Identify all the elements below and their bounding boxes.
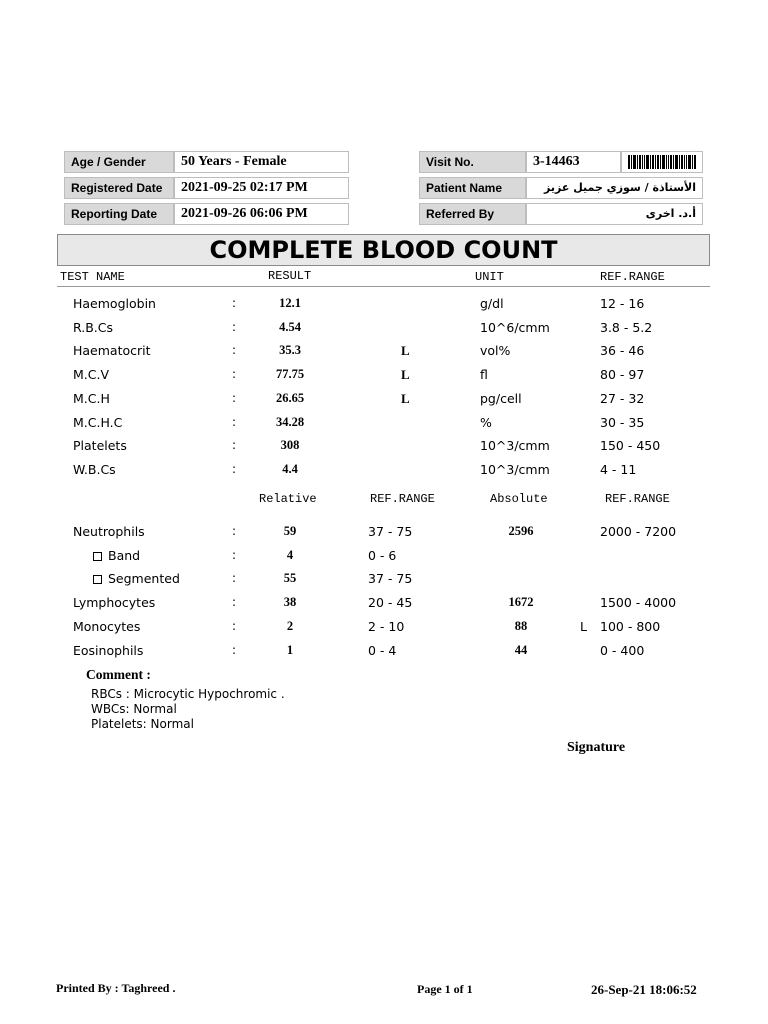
result-flag: L	[401, 367, 410, 382]
relative-value: 1	[286, 643, 294, 657]
comment-line: WBCs: Normal	[91, 702, 177, 716]
test-unit: %	[480, 415, 492, 430]
header-relative-ref-range: REF.RANGE	[370, 492, 435, 506]
separator: :	[232, 524, 237, 538]
absolute-ref-range: 0 - 400	[600, 643, 645, 658]
patient-name-label: Patient Name	[419, 177, 526, 199]
differential-name: Segmented	[108, 571, 180, 586]
relative-ref-range: 0 - 6	[368, 548, 397, 563]
referred-by-label: Referred By	[419, 203, 526, 225]
registered-date-label: Registered Date	[64, 177, 174, 199]
test-ref-range: 150 - 450	[600, 438, 661, 453]
visit-no-label: Visit No.	[419, 151, 526, 173]
test-unit: vol%	[480, 343, 511, 358]
separator: :	[232, 462, 237, 476]
barcode-icon	[622, 152, 702, 172]
header-absolute-ref-range: REF.RANGE	[605, 492, 670, 506]
separator: :	[232, 643, 237, 657]
visit-no-value: 3-14463	[526, 151, 621, 173]
relative-value: 4	[286, 548, 294, 562]
test-name: M.C.H.C	[73, 415, 123, 430]
registered-date-value: 2021-09-25 02:17 PM	[174, 177, 349, 199]
test-result: 77.75	[275, 367, 305, 381]
relative-ref-range: 0 - 4	[368, 643, 397, 658]
header-ref-range: REF.RANGE	[600, 270, 665, 284]
absolute-value: 44	[514, 643, 528, 657]
test-unit: fl	[480, 367, 488, 382]
header-absolute: Absolute	[490, 492, 548, 506]
comment-line: Platelets: Normal	[91, 717, 194, 731]
separator: :	[232, 619, 237, 633]
report-title: COMPLETE BLOOD COUNT	[57, 234, 710, 266]
test-ref-range: 80 - 97	[600, 367, 645, 382]
separator: :	[232, 571, 237, 585]
test-ref-range: 3.8 - 5.2	[600, 320, 653, 335]
test-result: 12.1	[279, 296, 301, 310]
page-number: Page 1 of 1	[417, 982, 473, 996]
absolute-ref-range: 100 - 800	[600, 619, 661, 634]
separator: :	[232, 438, 237, 452]
test-name: M.C.V	[73, 367, 110, 382]
test-unit: pg/cell	[480, 391, 522, 406]
absolute-ref-range: 1500 - 4000	[600, 595, 677, 610]
test-unit: 10^6/cmm	[480, 320, 550, 335]
test-name: W.B.Cs	[73, 462, 116, 477]
relative-value: 59	[283, 524, 297, 538]
differential-test	[73, 643, 143, 658]
comment-line: RBCs : Microcytic Hypochromic .	[91, 687, 285, 701]
header-result: RESULT	[268, 269, 312, 283]
absolute-ref-range: 2000 - 7200	[600, 524, 677, 539]
separator: :	[232, 367, 237, 381]
test-ref-range: 30 - 35	[600, 415, 645, 430]
separator: :	[232, 343, 237, 357]
result-flag: L	[401, 391, 410, 406]
test-ref-range: 4 - 11	[600, 462, 637, 477]
differential-test	[73, 619, 140, 634]
separator: :	[232, 296, 237, 310]
separator: :	[232, 595, 237, 609]
header-unit: UNIT	[475, 270, 504, 284]
test-result: 4.54	[279, 320, 301, 334]
header-test-name: TEST NAME	[60, 270, 125, 284]
differential-test	[73, 524, 145, 539]
separator: :	[232, 320, 237, 334]
absolute-value: 88	[514, 619, 528, 633]
relative-ref-range: 37 - 75	[368, 571, 413, 586]
test-ref-range: 12 - 16	[600, 296, 645, 311]
test-result: 4.4	[282, 462, 298, 476]
reporting-date-value: 2021-09-26 06:06 PM	[174, 203, 349, 225]
absolute-value: 2596	[508, 524, 534, 538]
differential-name: Lymphocytes	[73, 595, 156, 610]
checkbox-icon	[93, 552, 102, 561]
absolute-value: 1672	[508, 595, 534, 609]
separator: :	[232, 548, 237, 562]
relative-ref-range: 37 - 75	[368, 524, 413, 539]
test-unit: 10^3/cmm	[480, 462, 550, 477]
test-unit: 10^3/cmm	[480, 438, 550, 453]
relative-value: 55	[283, 571, 297, 585]
comment-label: Comment :	[86, 667, 151, 682]
result-flag: L	[401, 343, 410, 358]
differential-name: Neutrophils	[73, 524, 145, 539]
printed-by: Printed By : Taghreed .	[56, 981, 176, 995]
test-result: 308	[280, 438, 300, 452]
test-ref-range: 36 - 46	[600, 343, 645, 358]
header-relative: Relative	[259, 492, 317, 506]
relative-value: 2	[286, 619, 294, 633]
header-divider	[57, 286, 710, 287]
reporting-date-label: Reporting Date	[64, 203, 174, 225]
test-unit: g/dl	[480, 296, 504, 311]
comments-block	[91, 687, 285, 732]
differential-name: Band	[108, 548, 141, 563]
differential-name: Eosinophils	[73, 643, 144, 658]
barcode	[621, 151, 703, 173]
relative-ref-range: 20 - 45	[368, 595, 413, 610]
test-name: Haemoglobin	[73, 296, 156, 311]
relative-ref-range: 2 - 10	[368, 619, 405, 634]
checkbox-icon	[93, 575, 102, 584]
separator: :	[232, 415, 237, 429]
patient-name-value: الأستاذة / سوزي جميل عزيز	[526, 177, 703, 199]
differential-subtest	[93, 571, 180, 586]
test-result: 26.65	[275, 391, 305, 405]
age-gender-label: Age / Gender	[64, 151, 174, 173]
print-datetime: 26-Sep-21 18:06:52	[591, 982, 697, 997]
test-name: R.B.Cs	[73, 320, 114, 335]
differential-test	[73, 595, 155, 610]
referred-by-value: أ.د. اخرى	[526, 203, 703, 225]
test-name: Platelets	[73, 438, 127, 453]
test-result: 35.3	[279, 343, 301, 357]
test-name: Haematocrit	[73, 343, 151, 358]
differential-name: Monocytes	[73, 619, 141, 634]
signature-label: Signature	[567, 740, 626, 755]
test-result: 34.28	[275, 415, 305, 429]
test-name: M.C.H	[73, 391, 110, 406]
absolute-flag: L	[580, 619, 587, 634]
differential-subtest	[93, 548, 140, 563]
age-gender-value: 50 Years - Female	[174, 151, 349, 173]
separator: :	[232, 391, 237, 405]
test-ref-range: 27 - 32	[600, 391, 645, 406]
relative-value: 38	[283, 595, 297, 609]
